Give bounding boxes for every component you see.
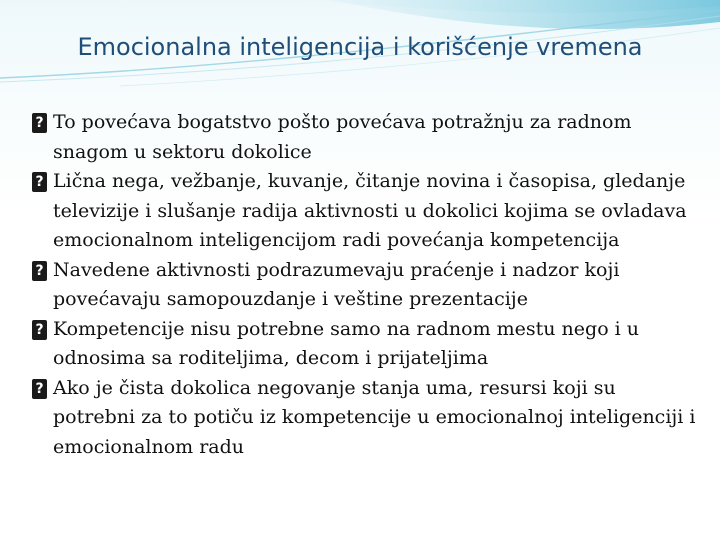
bullet-item xyxy=(36,167,696,256)
bullet-text: Navedene aktivnosti podrazumevaju praćenje i nadzor koji povećavaju samopouzdanje i veštine prezentacije xyxy=(53,258,620,310)
bullet-text: To povećava bogatstvo pošto povećava potražnju za radnom snagom u sektoru dokolice xyxy=(53,111,632,163)
bullet-item xyxy=(36,374,696,463)
bullet-item xyxy=(36,256,696,315)
bullet-text: Kompetencije nisu potrebne samo na radnom mestu nego i u odnosima sa roditeljima, decom i prijateljima xyxy=(53,317,640,369)
bullet-list xyxy=(36,108,696,462)
replacement-character-icon: ? xyxy=(32,172,47,192)
bullet-text: Ako je čista dokolica negovanje stanja uma, resursi koji su potrebni za to potiču iz kompetencije u emocionalnoj inteligenciji i emocionalnom radu xyxy=(53,376,696,458)
replacement-character-icon: ? xyxy=(32,261,47,281)
slide-content xyxy=(36,108,696,462)
bullet-item xyxy=(36,108,696,167)
replacement-character-icon: ? xyxy=(32,379,47,399)
replacement-character-icon: ? xyxy=(32,113,47,133)
slide-title: Emocionalna inteligencija i korišćenje vremena xyxy=(77,33,643,61)
bullet-text: Lična nega, vežbanje, kuvanje, čitanje novina i časopisa, gledanje televizije i slušanje radija aktivnosti u dokolici kojima se ovladava emocionalnom inteligencijom radi povećanja kompetencija xyxy=(53,170,687,251)
replacement-character-icon: ? xyxy=(32,320,47,340)
bullet-item xyxy=(36,315,696,374)
